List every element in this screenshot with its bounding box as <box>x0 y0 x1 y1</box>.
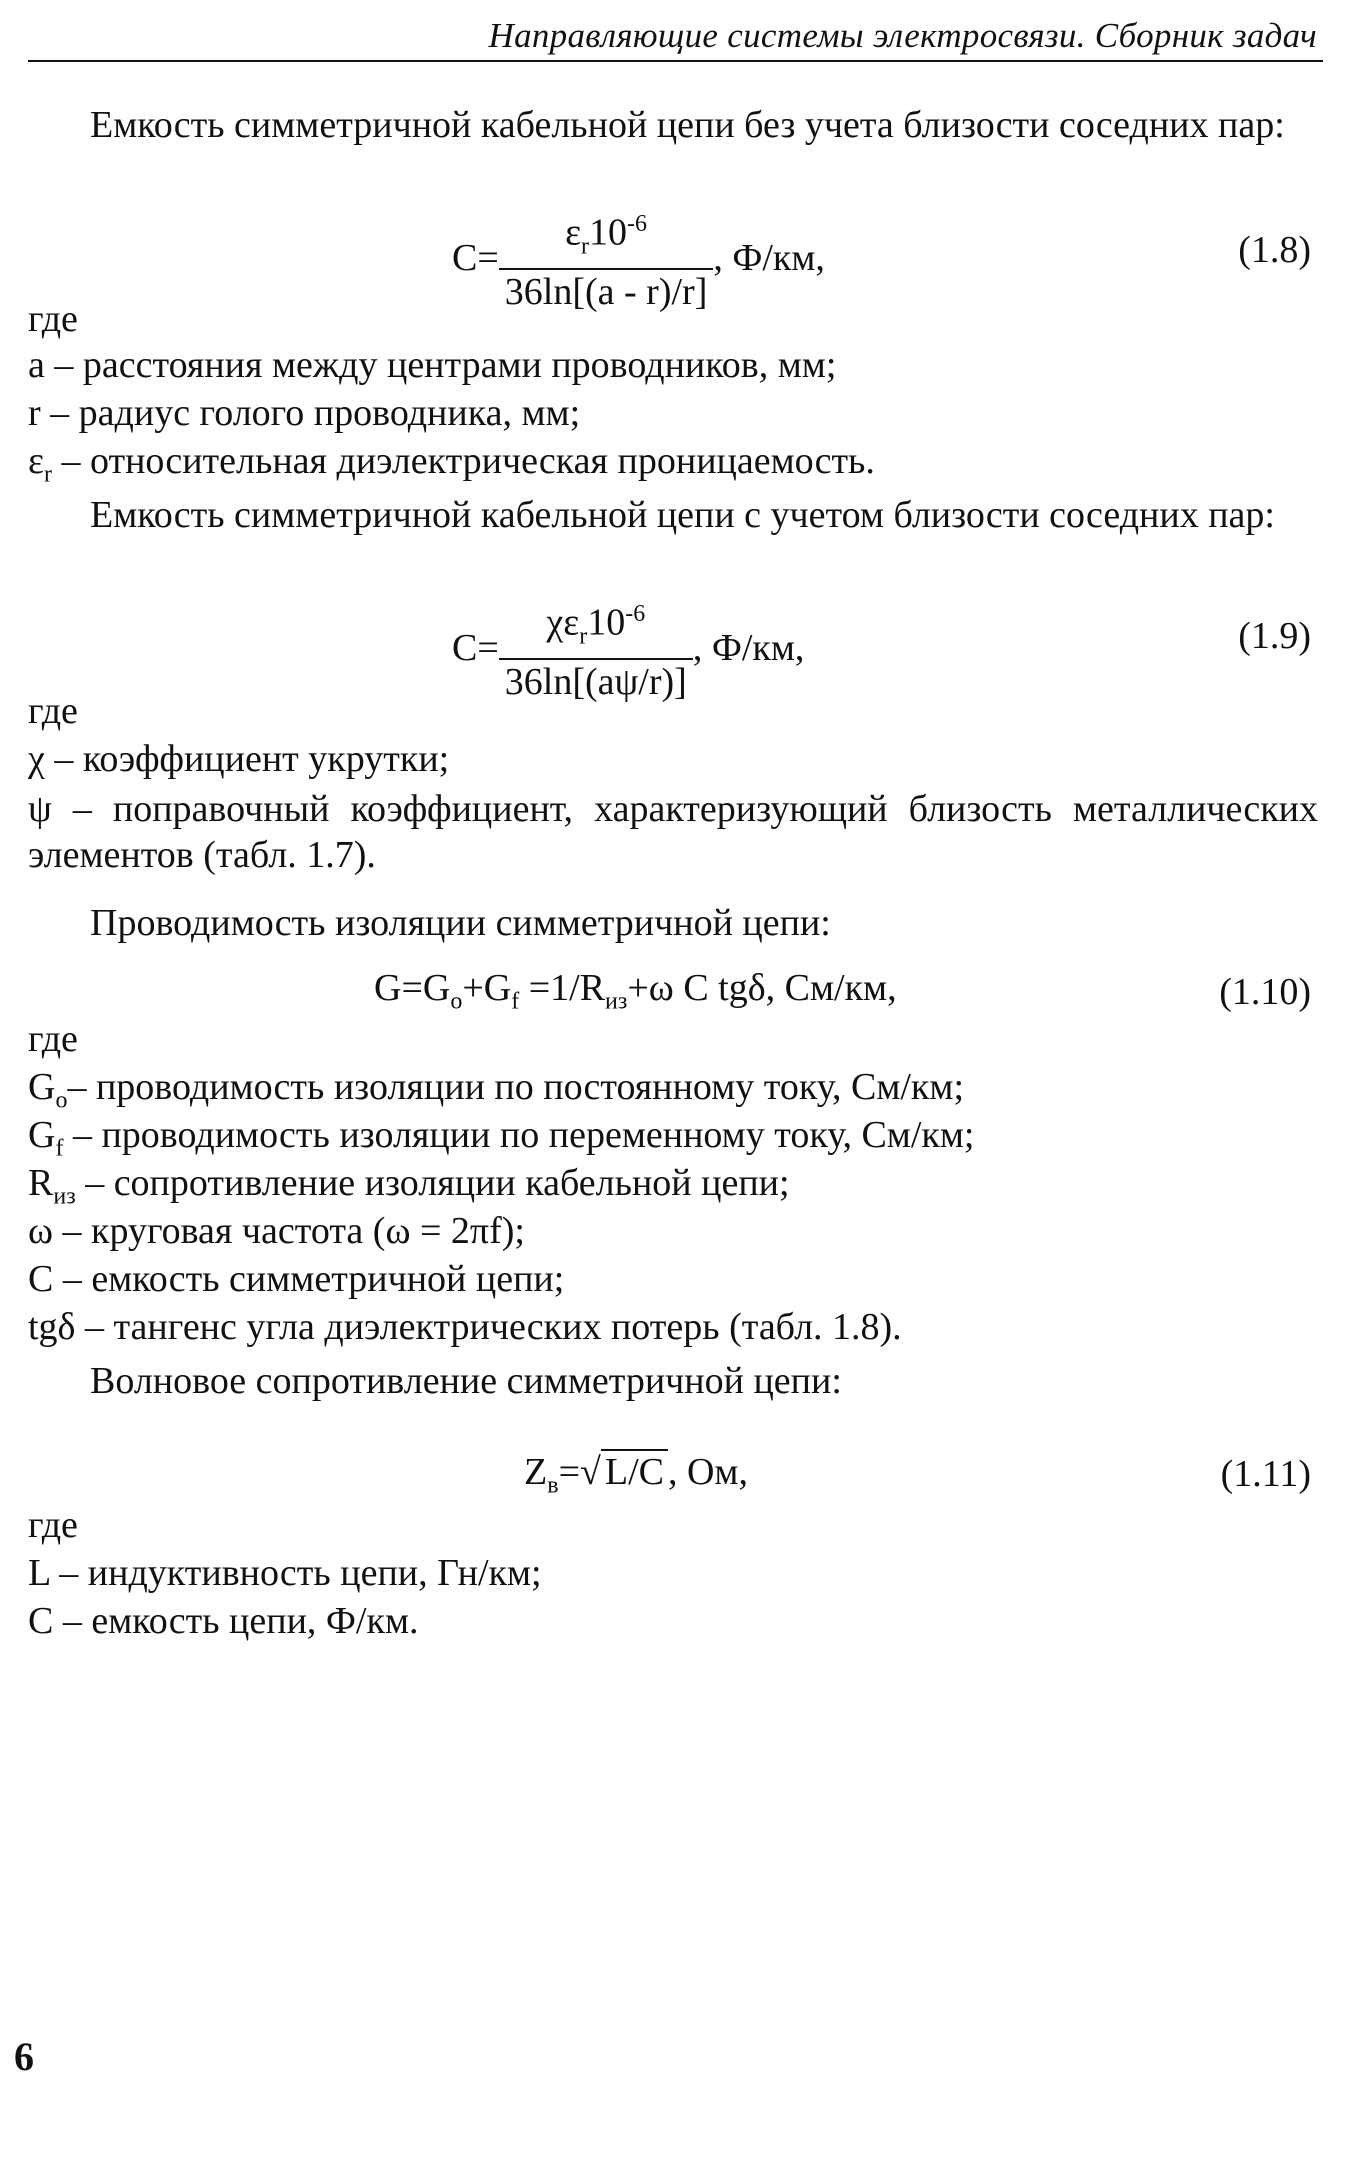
equation-number-1-11: (1.11) <box>1220 1453 1311 1495</box>
equation-number-1-8: (1.8) <box>1238 229 1311 271</box>
where-label-4: где <box>28 1504 78 1546</box>
paragraph-insulation-conductance: Проводимость изоляции симметричной цепи: <box>90 902 831 944</box>
formula-1-9: C= $\frac{\chi\varepsilon_r10^{-6}}{36\ln[(a\psi/r)]}$ , Ф/км, <box>452 592 804 704</box>
page-number: 6 <box>14 2034 34 2079</box>
header-title: Направляющие системы электросвязи. Сборник задач <box>488 16 1317 55</box>
formula-1-9-numerator: $\chi\varepsilon_r10^{-6}$ <box>499 592 693 660</box>
paragraph-wave-impedance: Волновое сопротивление симметричной цепи: <box>90 1360 842 1402</box>
formula-1-11-unit: , Ом, <box>667 1451 748 1493</box>
definition-gf: $G_f$ – проводимость изоляции по переменному току, См/км; <box>28 1114 975 1162</box>
formula-1-8-numerator: $\varepsilon_r10^{-6}$ <box>499 202 714 270</box>
formula-1-11: $Z_в=√$ L/C , Ом, <box>524 1451 748 1499</box>
paragraph-capacitance-with-proximity: Емкость симметричной кабельной цепи с учетом близости соседних пар: <box>90 494 1275 536</box>
definition-l: L – индуктивность цепи, Гн/км; <box>28 1552 542 1594</box>
definition-epsilon: $\varepsilon_r$ – относительная диэлектрическая проницаемость. <box>28 440 875 488</box>
formula-1-9-denominator: 36ln[(aψ/r)] <box>504 661 687 704</box>
definition-chi: χ – коэффициент укрутки; <box>28 738 450 780</box>
formula-1-8-unit: , Ф/км, <box>713 237 825 280</box>
paragraph-capacitance-no-proximity: Емкость симметричной кабельной цепи без учета близости соседних пар: <box>90 104 1285 146</box>
definition-omega: ω – круговая частота (ω = 2πf); <box>28 1210 525 1252</box>
formula-1-9-unit: , Ф/км, <box>692 627 805 670</box>
definition-a: а – расстояния между центрами проводников, мм; <box>28 344 837 386</box>
formula-1-10: $G=G_o+G_f =1/R_{из}+\omega$ C tgδ, См/км, <box>374 967 897 1015</box>
equation-number-1-9: (1.9) <box>1238 615 1311 657</box>
definition-tgdelta: tgδ – тангенс угла диэлектрических потерь (табл. 1.8). <box>28 1306 902 1348</box>
definition-c: С – емкость симметричной цепи; <box>28 1258 565 1300</box>
definition-psi: ψ – поправочный коэффициент, характеризующий близость металлических элементов (табл. 1.7). <box>28 788 1318 876</box>
equation-number-1-10: (1.10) <box>1219 971 1311 1013</box>
formula-1-8: C= $\frac{\varepsilon_r10^{-6}}{36\ln[(a - r)/r]}$ , Ф/км, <box>452 202 825 314</box>
definition-g0: $G_o-$ проводимость изоляции по постоянному току, См/км; <box>28 1066 964 1114</box>
running-header <box>28 16 1323 62</box>
where-label-1: где <box>28 298 78 340</box>
formula-1-11-radicand: L/C <box>601 1449 668 1493</box>
definition-r-insulation: $R_{из}$ – сопротивление изоляции кабельной цепи; <box>28 1162 790 1210</box>
where-label-2: где <box>28 690 78 732</box>
definition-r: r – радиус голого проводника, мм; <box>28 392 581 434</box>
formula-1-8-denominator: 36ln[(a - r)/r] <box>504 271 708 314</box>
definition-c-capacitance: С – емкость цепи, Ф/км. <box>28 1600 419 1642</box>
where-label-3: где <box>28 1018 78 1060</box>
